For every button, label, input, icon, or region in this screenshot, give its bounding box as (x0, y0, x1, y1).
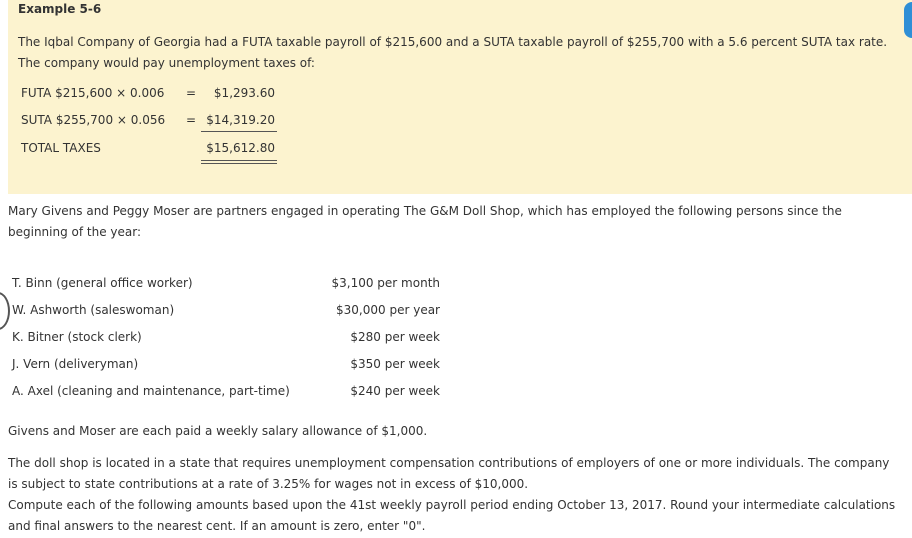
intro-line-1: Mary Givens and Peggy Moser are partners engaged in operating The G&M Doll Shop, which has employed the following persons since the (8, 204, 842, 218)
example-text-line-1: The Iqbal Company of Georgia had a FUTA taxable payroll of $215,600 and a SUTA taxable payroll of $255,700 with a 5.6 percent SUTA tax rate. (18, 35, 888, 49)
employee-name: K. Bitner (stock clerk) (12, 330, 142, 344)
suta-calc-label: SUTA $255,700 × 0.056 (21, 113, 166, 127)
instructions-line-1: Compute each of the following amounts based upon the 41st weekly payroll period ending October 13, 2017. Round your intermediate calculations (8, 498, 896, 512)
employee-name: A. Axel (cleaning and maintenance, part-time) (12, 384, 290, 398)
subtotal-underline (201, 131, 277, 132)
employee-name: J. Vern (deliveryman) (12, 357, 139, 371)
futa-amount: $1,293.60 (213, 86, 275, 100)
futa-equals: = (186, 86, 197, 100)
allowance-text: Givens and Moser are each paid a weekly salary allowance of $1,000. (8, 424, 428, 438)
state-info-line-2: is subject to state contributions at a rate of 3.25% for wages not in excess of $10,000. (8, 477, 529, 491)
futa-calc-label: FUTA $215,600 × 0.006 (21, 86, 165, 100)
employee-name: W. Ashworth (saleswoman) (12, 303, 175, 317)
suta-equals: = (186, 113, 197, 127)
employee-pay: $3,100 per month (331, 276, 440, 290)
employee-pay: $240 per week (350, 384, 440, 398)
suta-amount: $14,319.20 (206, 113, 275, 127)
intro-line-2: beginning of the year: (8, 225, 142, 239)
side-panel-tab[interactable] (904, 2, 912, 38)
example-title: Example 5-6 (18, 2, 102, 16)
example-text-line-2: The company would pay unemployment taxes of: (18, 56, 315, 70)
total-double-underline-top (201, 160, 277, 161)
employee-name: T. Binn (general office worker) (12, 276, 193, 290)
instructions-line-2: and final answers to the nearest cent. If an amount is zero, enter "0". (8, 519, 426, 533)
state-info-line-1: The doll shop is located in a state that requires unemployment compensation contributions of employers of one or more individuals. The company (8, 456, 890, 470)
side-bracket-mark (0, 292, 10, 330)
employee-pay: $350 per week (350, 357, 440, 371)
total-taxes-amount: $15,612.80 (206, 141, 275, 155)
employee-pay: $30,000 per year (336, 303, 440, 317)
total-taxes-label: TOTAL TAXES (21, 141, 101, 155)
employee-pay: $280 per week (350, 330, 440, 344)
total-double-underline-bottom (201, 163, 277, 164)
